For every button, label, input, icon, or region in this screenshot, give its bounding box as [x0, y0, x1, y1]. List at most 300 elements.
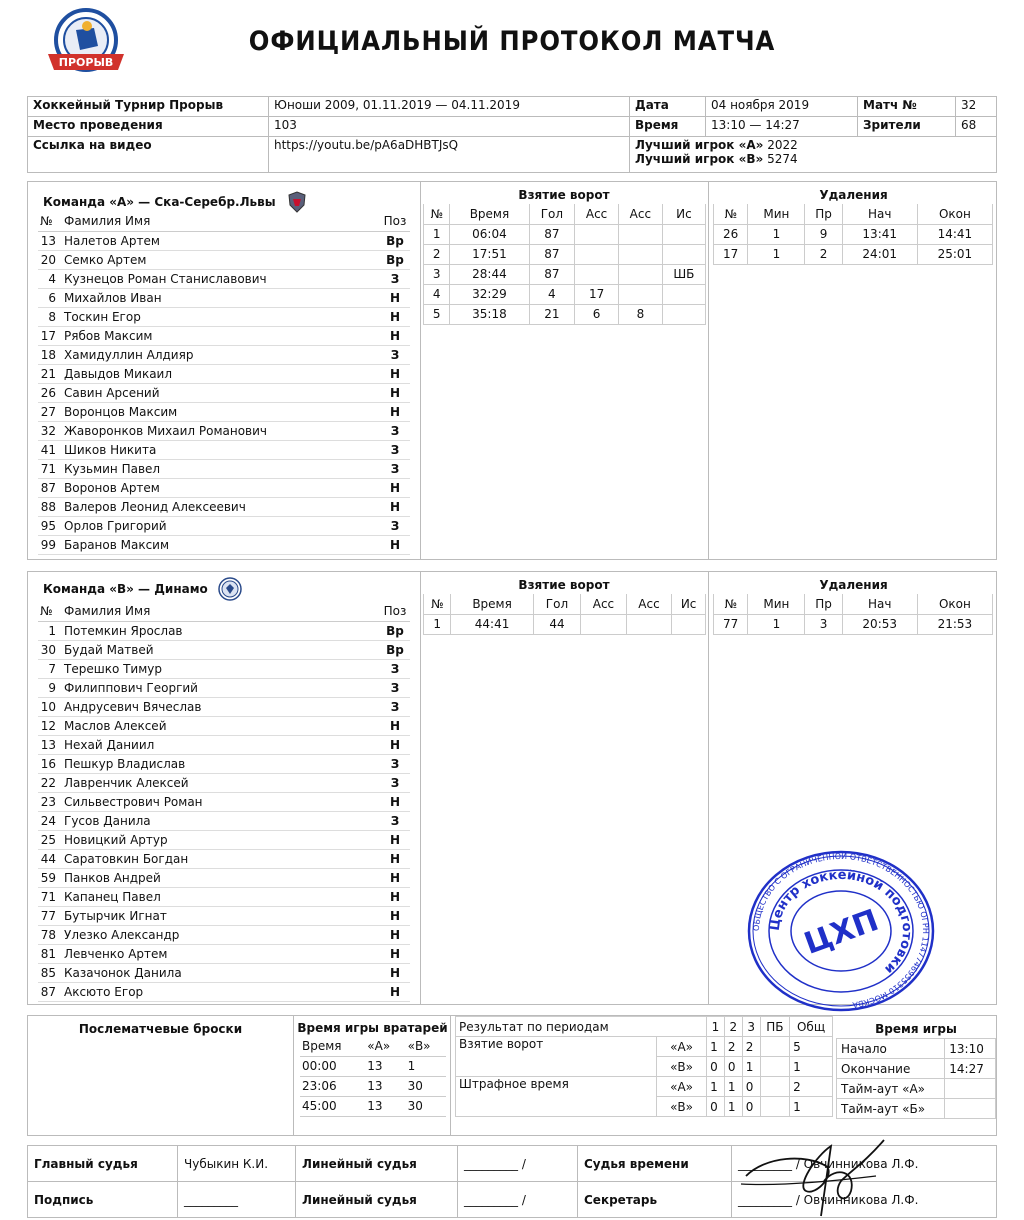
- line-ref2-label: Линейный судья: [296, 1182, 458, 1218]
- goalie-time-table: [300, 1036, 446, 1117]
- player-number: 44: [38, 849, 62, 868]
- goalie-time-row-cell: 13: [365, 1096, 405, 1116]
- penalty-col-header: №: [714, 594, 748, 614]
- results-col: 3: [742, 1017, 760, 1037]
- main-ref-value: Чубыкин К.И.: [178, 1146, 296, 1182]
- player-name: Улезко Александр: [62, 925, 380, 944]
- player-row: [38, 944, 410, 963]
- team-b-roster: [28, 572, 415, 1002]
- goal-row-cell: 32:29: [450, 284, 529, 304]
- goal-row-cell: 87: [529, 264, 575, 284]
- player-position: З: [380, 269, 410, 288]
- goal-row-cell: [618, 284, 662, 304]
- goals-col-header: Гол: [529, 204, 575, 224]
- player-position: Н: [380, 792, 410, 811]
- penalty-col-header: Мин: [748, 594, 805, 614]
- player-name: Кузнецов Роман Станиславович: [62, 269, 380, 288]
- spectators-value: 68: [956, 117, 997, 137]
- venue-label: Место проведения: [28, 117, 269, 137]
- player-position: Н: [380, 478, 410, 497]
- player-number: 16: [38, 754, 62, 773]
- goalie-time-row-cell: 30: [406, 1076, 446, 1096]
- goal-row-cell: [618, 224, 662, 244]
- goals-col-header: Гол: [533, 594, 580, 614]
- results-cell: 1: [790, 1057, 833, 1077]
- col-num: №: [38, 602, 62, 621]
- results-cell: 2: [724, 1037, 742, 1057]
- goalie-time: [295, 1016, 451, 1135]
- player-position: Н: [380, 497, 410, 516]
- date-value: 04 ноября 2019: [706, 97, 858, 117]
- goalie-time-row-cell: 13: [365, 1076, 405, 1096]
- penalty-row-cell: 13:41: [842, 224, 917, 244]
- player-name: Маслов Алексей: [62, 716, 380, 735]
- player-position: Н: [380, 906, 410, 925]
- results-cell: 0: [724, 1057, 742, 1077]
- player-position: Вр: [380, 621, 410, 640]
- team-b-players-table: [38, 602, 410, 1002]
- player-row: [38, 478, 410, 497]
- team-tag: «А»: [657, 1037, 707, 1057]
- team-b-header: [28, 572, 415, 602]
- goals-col-header: Время: [450, 204, 529, 224]
- goalie-time-row: [300, 1096, 446, 1116]
- player-position: З: [380, 678, 410, 697]
- team-b-penalties-table: [713, 594, 993, 635]
- player-name: Саратовкин Богдан: [62, 849, 380, 868]
- game-time-title: Время игры: [875, 1022, 957, 1036]
- player-number: 13: [38, 735, 62, 754]
- player-name: Капанец Павел: [62, 887, 380, 906]
- shootout-title: Послематчевые броски: [28, 1016, 294, 1135]
- col-name: Фамилия Имя: [62, 602, 380, 621]
- results-title: Результат по периодам: [456, 1017, 707, 1037]
- player-number: 71: [38, 459, 62, 478]
- stamp-center-text: ЦХП: [799, 902, 884, 962]
- goal-row-cell: [662, 284, 705, 304]
- team-b-penalties-title: Удаления: [819, 578, 888, 592]
- goal-row-cell: 17: [575, 284, 619, 304]
- player-number: 81: [38, 944, 62, 963]
- penalty-row-cell: 26: [714, 224, 748, 244]
- player-name: Андрусевич Вячеслав: [62, 697, 380, 716]
- player-number: 23: [38, 792, 62, 811]
- results-cell: 1: [790, 1097, 833, 1117]
- player-row: [38, 269, 410, 288]
- results-cell: 0: [742, 1077, 760, 1097]
- penalty-row-cell: 3: [805, 614, 842, 634]
- goal-row-cell: [575, 264, 619, 284]
- goal-row-cell: 4: [529, 284, 575, 304]
- player-position: З: [380, 697, 410, 716]
- penalty-row-cell: 24:01: [842, 244, 917, 264]
- goals-col-header: Ис: [672, 594, 706, 614]
- player-number: 87: [38, 478, 62, 497]
- goal-row-cell: 21: [529, 304, 575, 324]
- player-number: 26: [38, 383, 62, 402]
- player-row: [38, 231, 410, 250]
- player-number: 1: [38, 621, 62, 640]
- player-position: Вр: [380, 250, 410, 269]
- goals-col-header: Время: [451, 594, 533, 614]
- goal-row-cell: 1: [424, 224, 450, 244]
- goal-row: [424, 224, 706, 244]
- player-position: Н: [380, 402, 410, 421]
- goal-row: [424, 264, 706, 284]
- official-stamp: [746, 850, 936, 1012]
- penalty-row-cell: 25:01: [917, 244, 992, 264]
- player-row: [38, 516, 410, 535]
- game-time-row: [837, 1059, 996, 1079]
- player-name: Орлов Григорий: [62, 516, 380, 535]
- goalie-time-row-cell: 30: [406, 1096, 446, 1116]
- player-name: Тоскин Егор: [62, 307, 380, 326]
- best-b-label: Лучший игрок «В»: [635, 152, 764, 166]
- line-ref-label: Линейный судья: [296, 1146, 458, 1182]
- goal-row-cell: 17:51: [450, 244, 529, 264]
- player-row: [38, 849, 410, 868]
- player-position: З: [380, 659, 410, 678]
- player-position: З: [380, 421, 410, 440]
- results-cell: [760, 1057, 790, 1077]
- game-time: [836, 1016, 996, 1119]
- results-cell: 1: [742, 1057, 760, 1077]
- results-cell: 2: [790, 1077, 833, 1097]
- game-time-row-cell: 13:10: [945, 1039, 996, 1059]
- goals-col-header: Асс: [575, 204, 619, 224]
- video-link[interactable]: https://youtu.be/pA6aDHBTJsQ: [269, 137, 630, 173]
- best-a-label: Лучший игрок «А»: [635, 138, 764, 152]
- player-position: З: [380, 811, 410, 830]
- goal-row: [424, 244, 706, 264]
- player-number: 85: [38, 963, 62, 982]
- game-time-row: [837, 1099, 996, 1119]
- team-b-title: Команда «В» — Динамо: [43, 582, 208, 596]
- player-number: 21: [38, 364, 62, 383]
- player-position: З: [380, 773, 410, 792]
- player-position: Н: [380, 849, 410, 868]
- main-ref-label: Главный судья: [28, 1146, 178, 1182]
- player-number: 17: [38, 326, 62, 345]
- game-time-row-cell: Тайм-аут «Б»: [837, 1099, 945, 1119]
- player-row: [38, 326, 410, 345]
- player-name: Казачонок Данила: [62, 963, 380, 982]
- player-number: 59: [38, 868, 62, 887]
- goal-row: [424, 614, 706, 634]
- player-position: Вр: [380, 231, 410, 250]
- penalty-row: [714, 244, 993, 264]
- handwritten-signature: [736, 1136, 886, 1220]
- player-position: Н: [380, 326, 410, 345]
- goalie-time-row-cell: 23:06: [300, 1076, 365, 1096]
- penalty-col-header: Окон: [917, 594, 992, 614]
- player-number: 32: [38, 421, 62, 440]
- goal-row-cell: 06:04: [450, 224, 529, 244]
- game-time-table: [836, 1038, 996, 1119]
- player-name: Пешкур Владислав: [62, 754, 380, 773]
- player-number: 87: [38, 982, 62, 1001]
- player-name: Кузьмин Павел: [62, 459, 380, 478]
- results-cell: 1: [707, 1077, 725, 1097]
- signature-label: Подпись: [28, 1182, 178, 1218]
- goalie-time-row: [300, 1056, 446, 1076]
- tournament-value: Юноши 2009, 01.11.2019 — 04.11.2019: [269, 97, 630, 117]
- timekeeper-label: Судья времени: [578, 1146, 732, 1182]
- player-position: Н: [380, 868, 410, 887]
- player-row: [38, 659, 410, 678]
- goal-row-cell: [662, 224, 705, 244]
- penalty-col-header: Пр: [805, 594, 842, 614]
- goal-row-cell: 87: [529, 224, 575, 244]
- results-col: 2: [724, 1017, 742, 1037]
- goal-row-cell: 44: [533, 614, 580, 634]
- player-position: Н: [380, 963, 410, 982]
- goal-row-cell: 2: [424, 244, 450, 264]
- player-row: [38, 887, 410, 906]
- player-name: Бутырчик Игнат: [62, 906, 380, 925]
- results-cell: 0: [707, 1097, 725, 1117]
- results-cell: 2: [742, 1037, 760, 1057]
- goal-row-cell: [575, 244, 619, 264]
- results-col: 1: [707, 1017, 725, 1037]
- player-name: Потемкин Ярослав: [62, 621, 380, 640]
- penalty-col-header: Окон: [917, 204, 992, 224]
- goal-row-cell: 3: [424, 264, 450, 284]
- penalty-row-cell: 1: [748, 224, 805, 244]
- player-row: [38, 250, 410, 269]
- goalie-time-row-cell: 1: [406, 1056, 446, 1076]
- goalie-time-row: [300, 1076, 446, 1096]
- player-row: [38, 697, 410, 716]
- player-name: Панков Андрей: [62, 868, 380, 887]
- player-name: Баранов Максим: [62, 535, 380, 554]
- summary-block: [27, 1015, 997, 1136]
- match-value: 32: [956, 97, 997, 117]
- goal-row-cell: [662, 304, 705, 324]
- team-a-penalties-title: Удаления: [819, 188, 888, 202]
- player-row: [38, 678, 410, 697]
- goalie-col-header: «А»: [365, 1036, 405, 1056]
- player-position: Н: [380, 735, 410, 754]
- player-name: Семко Артем: [62, 250, 380, 269]
- team-a-roster: [28, 182, 415, 555]
- player-row: [38, 345, 410, 364]
- goalie-col-header: «В»: [406, 1036, 446, 1056]
- date-label: Дата: [630, 97, 706, 117]
- results-col: Общ: [790, 1017, 833, 1037]
- game-time-row-cell: Окончание: [837, 1059, 945, 1079]
- player-row: [38, 963, 410, 982]
- player-position: Н: [380, 925, 410, 944]
- results-cell: [760, 1037, 790, 1057]
- player-row: [38, 440, 410, 459]
- player-row: [38, 830, 410, 849]
- results-cell: 1: [707, 1037, 725, 1057]
- player-row: [38, 811, 410, 830]
- col-num: №: [38, 212, 62, 231]
- team-b-emblem-icon: [218, 577, 242, 601]
- team-b-goals: [420, 572, 707, 1004]
- player-name: Воронов Артем: [62, 478, 380, 497]
- game-time-row-cell: [945, 1079, 996, 1099]
- player-number: 12: [38, 716, 62, 735]
- game-time-row-cell: Начало: [837, 1039, 945, 1059]
- player-row: [38, 497, 410, 516]
- player-row: [38, 735, 410, 754]
- goals-col-header: Асс: [618, 204, 662, 224]
- results-cell: [760, 1097, 790, 1117]
- player-name: Рябов Максим: [62, 326, 380, 345]
- player-number: 24: [38, 811, 62, 830]
- col-pos: Поз: [380, 602, 410, 621]
- results-cell: 1: [724, 1077, 742, 1097]
- player-number: 18: [38, 345, 62, 364]
- goal-row-cell: 8: [618, 304, 662, 324]
- secretary-value: _________ / Овчинникова Л.Ф.: [732, 1182, 997, 1218]
- team-b-goals-title: Взятие ворот: [518, 578, 610, 592]
- team-tag: «В»: [657, 1097, 707, 1117]
- team-a-block: [27, 181, 997, 560]
- player-position: Вр: [380, 640, 410, 659]
- player-number: 6: [38, 288, 62, 307]
- player-number: 7: [38, 659, 62, 678]
- player-position: Н: [380, 982, 410, 1001]
- goalie-time-row-cell: 13: [365, 1056, 405, 1076]
- goal-row-cell: [581, 614, 627, 634]
- goal-row-cell: 1: [424, 614, 451, 634]
- player-number: 13: [38, 231, 62, 250]
- penalty-col-header: Нач: [842, 204, 917, 224]
- game-time-row-cell: [945, 1099, 996, 1119]
- player-position: Н: [380, 364, 410, 383]
- player-name: Аксюто Егор: [62, 982, 380, 1001]
- team-b-goals-table: [423, 594, 706, 635]
- player-row: [38, 640, 410, 659]
- penalty-row-cell: 9: [805, 224, 842, 244]
- player-number: 9: [38, 678, 62, 697]
- player-number: 4: [38, 269, 62, 288]
- penalty-row-cell: 14:41: [917, 224, 992, 244]
- goal-row-cell: [618, 264, 662, 284]
- goals-col-header: Асс: [626, 594, 672, 614]
- goal-row: [424, 284, 706, 304]
- team-a-emblem-icon: [286, 191, 308, 213]
- player-name: Михайлов Иван: [62, 288, 380, 307]
- best-a-value: 2022: [767, 138, 798, 152]
- goal-row-cell: [662, 244, 705, 264]
- player-row: [38, 868, 410, 887]
- stamp-ring-text: Центр хоккейной подготовки: [767, 867, 915, 977]
- video-label: Ссылка на видео: [28, 137, 269, 173]
- player-name: Филиппович Георгий: [62, 678, 380, 697]
- player-row: [38, 754, 410, 773]
- player-position: Н: [380, 830, 410, 849]
- results-col: ПБ: [760, 1017, 790, 1037]
- player-number: 95: [38, 516, 62, 535]
- tournament-label: Хоккейный Турнир Прорыв: [28, 97, 269, 117]
- player-number: 77: [38, 906, 62, 925]
- period-results-table: [455, 1016, 833, 1117]
- player-number: 41: [38, 440, 62, 459]
- player-number: 88: [38, 497, 62, 516]
- goal-row-cell: [575, 224, 619, 244]
- player-name: Савин Арсений: [62, 383, 380, 402]
- player-name: Шиков Никита: [62, 440, 380, 459]
- player-position: Н: [380, 288, 410, 307]
- player-number: 10: [38, 697, 62, 716]
- player-row: [38, 288, 410, 307]
- team-a-title: Команда «А» — Ска-Серебр.Львы: [43, 195, 276, 209]
- time-label: Время: [630, 117, 706, 137]
- team-a-penalties-table: [713, 204, 993, 265]
- goals-col-header: №: [424, 594, 451, 614]
- results-cell: 0: [707, 1057, 725, 1077]
- best-players: [630, 137, 997, 173]
- goal-row: [424, 304, 706, 324]
- game-time-row-cell: Тайм-аут «А»: [837, 1079, 945, 1099]
- player-position: З: [380, 754, 410, 773]
- player-row: [38, 773, 410, 792]
- penalty-row-cell: 17: [714, 244, 748, 264]
- player-row: [38, 621, 410, 640]
- match-info-table: [27, 96, 997, 173]
- time-value: 13:10 — 14:27: [706, 117, 858, 137]
- game-time-row: [837, 1039, 996, 1059]
- penalty-col-header: Нач: [842, 594, 917, 614]
- player-name: Сильвестрович Роман: [62, 792, 380, 811]
- goal-row-cell: 35:18: [450, 304, 529, 324]
- penalty-col-header: Пр: [805, 204, 842, 224]
- results-cell: [760, 1077, 790, 1097]
- period-results: [451, 1016, 829, 1117]
- penalty-row-cell: 20:53: [842, 614, 917, 634]
- game-time-row-cell: 14:27: [945, 1059, 996, 1079]
- player-name: Нехай Даниил: [62, 735, 380, 754]
- results-cell: 0: [742, 1097, 760, 1117]
- penalty-row: [714, 224, 993, 244]
- player-number: 8: [38, 307, 62, 326]
- goals-label: Взятие ворот: [456, 1037, 657, 1077]
- penalty-row-cell: 77: [714, 614, 748, 634]
- player-row: [38, 906, 410, 925]
- stamp-outer-text: ОБЩЕСТВО С ОГРАНИЧЕННОЙ ОТВЕТСТВЕННОСТЬЮ ОГРН 1147746955310 МОСКВА: [751, 851, 931, 1010]
- match-label: Матч №: [858, 97, 956, 117]
- team-tag: «В»: [657, 1057, 707, 1077]
- player-name: Терешко Тимур: [62, 659, 380, 678]
- game-time-row: [837, 1079, 996, 1099]
- player-number: 22: [38, 773, 62, 792]
- penalty-col-header: №: [714, 204, 748, 224]
- player-position: З: [380, 516, 410, 535]
- player-name: Жаворонков Михаил Романович: [62, 421, 380, 440]
- penalty-row-cell: 1: [748, 614, 805, 634]
- goalie-col-header: Время: [300, 1036, 365, 1056]
- team-tag: «А»: [657, 1077, 707, 1097]
- player-name: Гусов Данила: [62, 811, 380, 830]
- player-name: Лавренчик Алексей: [62, 773, 380, 792]
- player-position: З: [380, 459, 410, 478]
- pim-label: Штрафное время: [456, 1077, 657, 1117]
- player-row: [38, 792, 410, 811]
- player-name: Новицкий Артур: [62, 830, 380, 849]
- penalty-row-cell: 1: [748, 244, 805, 264]
- team-a-goals-table: [423, 204, 706, 325]
- results-cell: 5: [790, 1037, 833, 1057]
- goalie-time-row-cell: 45:00: [300, 1096, 365, 1116]
- player-row: [38, 402, 410, 421]
- player-row: [38, 716, 410, 735]
- team-a-goals: [420, 182, 707, 559]
